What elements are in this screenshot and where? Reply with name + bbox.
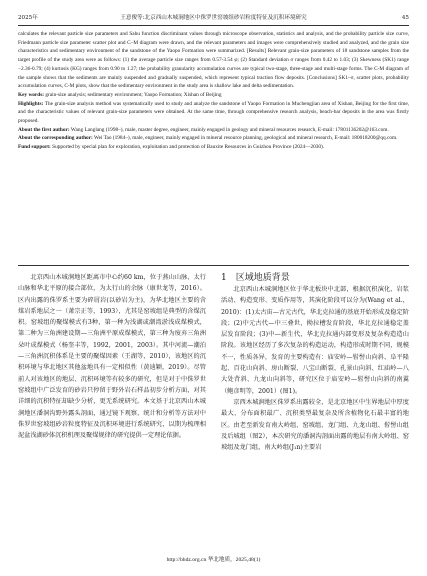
running-header [18,12,409,24]
header-page-number: 45 [401,15,409,21]
header-title: 王意俊等:北京西山木城涧地区中侏罗世窑坡组砂岩粒度特征及沉积环境研究 [120,15,307,21]
section-heading: 1 区域地质背景 [221,273,290,283]
corresponding-author-label: About the corresponding author: [18,135,93,142]
abstract-text: calculates the relevant particle size parameters and Sahu function discriminant values through microscope observation, statistics and analysis, and the probability particle size curve, Friedmann particle size parameter scatter plot and C–M diagram were drawn, and the relevant parameters and images were comprehensively studied and analyzed, and the grain size characteristics and sedimentary environment of the sandstone of the Yaopo Formation were summarized. [Results] Relevant grain-size parameters of 18 sandstone samples from the target profile of the study area were as follows: (1) the average particle size ranges from 0.57-3.54 φ; (2) Standard deviation σ ranges from 0.42 to 1.03; (3) Skewness (SK1) range −2.36-0.79; (4) kurtosis (KG) ranges from 0.90 to 1.27; the probability granularity accumulation curves are typical two-stage, three-stage and multi-stage forms. The C-M diagram of the sample shows that the sediments are mainly suspended and gradually suspended, which represent typical traction flow deposits. [Conclusions] SK1–σ, scatter plots, probability accumulation curves, C-M plots, show that the sedimentary environment in the study area is shallow lake and delta sedimentation. [18,31,409,90]
fund-label: Fund support: [18,144,51,151]
first-author-label: About the first author: [18,126,70,133]
geology-paragraph-2: 京西木城涧地区侏罗系出露较全，是北京地区中生界地层中厚度最大、分布面积最广、沉积类型最复杂及所含植物化石最丰富的地区。由老至新发育南大岭组、窑坡组、龙门组、九龙山组、髫髻山组及后城组（图2），本次研究的潘洞沟剖面出露的地层有南大岭组、窑坡组及龙门组，南大岭组(J₁n)主要岩 [221,398,409,452]
right-column [221,272,409,453]
english-abstract [18,30,409,152]
corresponding-author-text: Wei Tao (1984–), male, engineer, mainly engaged in mineral resource planning, geological and mineral research, E-mail: 180018200@qq.com. [94,135,398,142]
section-rule [18,265,409,266]
intro-paragraph: 北京西山木城涧地区距离市中心约60 km，位于燕山山脉、太行山脉和华北平原的接合部位，为太行山的余脉（康世龙等，2016）。区内出露的侏罗系主要为碎屑岩(以砂岩为主)，为华北地区主要的含煤岩系地层之一（萧宗正等，1993），尤其是窑坡组是典型的含煤沉积。窑坡组的聚煤模式有3种，第一种为浅湖或潮湾淤浅成煤模式，第二种为三角洲建设期—三角洲平原成煤模式，第三种为废弃三角洲朵叶成煤模式（杨奎丰等，1992，2001，2003）。其中河流—潮泊—三角洲沉积体系是主要的聚煤因素（王湖等，2010），该地区的沉积环境与华北地区其他盆地具有一定相似性（黄迪颖，2019）。尽管前人对该地区的地层、沉积环境等有较多的研究，但是对于中侏罗世窑坡组中广泛发育的砂岩只停留于野外岩石样品初步分析方面，对其详细的沉积特征却缺少分析，更无系统研究。本文基于北京西山木城涧地区潘洞沟野外露头剖面，通过镜下观察、统计和分析等方法对中侏罗世窑坡组砂岩粒度特征及沉积环境进行系统研究，以期为梳理相泥盆浅湖砂体沉积机理及聚煤规律的研究提供一定理论依据。 [18,274,206,440]
highlights-line [18,100,409,126]
keywords-line [18,91,409,100]
highlights-label: Highlights: [18,100,44,107]
header-rule [18,25,409,26]
header-year: 2025年 [18,15,38,21]
geology-paragraph-1: 北京西山木城涧地区位于华北板块中北部，根据沉积演化、岩浆活动、构造变形、变质作用等，其演化阶段可以分为(Wang et al.，2010)：(1)太古宙—古元古代，华北克拉通的基底开始形成及稳定阶段；(2)中元古代—中三叠世，拗拉槽发育阶段，华北克拉通稳定盖层发育阶段；(3)中—新生代，华北克拉通内部变形及复杂构造造山阶段。该地区经历了多次复杂的构造运动，构造形成时期不同，规模不一，性质各异，发育的主要构造有：庙安岭—髫髻山向斜、阜平隆起、百花山向斜、房山断裂、八宝山断裂、孔景山向斜、红庙岭—八大处背斜、九龙山向斜等，研究区位于庙安岭—髫髻山向斜的南翼（鲍彦明等，2001）(图1)。 [221,286,409,395]
fund-text: Supported by special plan for exploration, exploitation and protection of Bauxite Resources in Guizhou Province (2024—2030). [52,144,325,151]
first-author-text: Wang Langlang (1998–), male, master degree, engineer, mainly engaged in geology and mineral resources research, E-mail: 17801136202@163.com. [70,126,389,133]
corresponding-author-line [18,134,409,143]
first-author-line [18,126,409,135]
highlights-text: The grain-size analysis method was systematically used to study and analyze the sandstone of Yaopo Formation in Muchengjian area of Xishan, Beijing for the first time, and the characteristic values of relevant grain-size parameters were obtained. At the same time, through comprehensive research analysis, beach-bar deposits in the area was firstly proposed. [18,100,409,125]
page-footer: http://bhdz.org.cn 华北地质，2025,48(1) [166,557,261,563]
left-column [18,272,206,441]
fund-line [18,143,409,152]
keywords-label: Key words: [18,91,45,98]
keywords-text: grain-size analysis; sedimentary environment; Yaopo Formation; Xishan of Beijing [45,91,222,98]
